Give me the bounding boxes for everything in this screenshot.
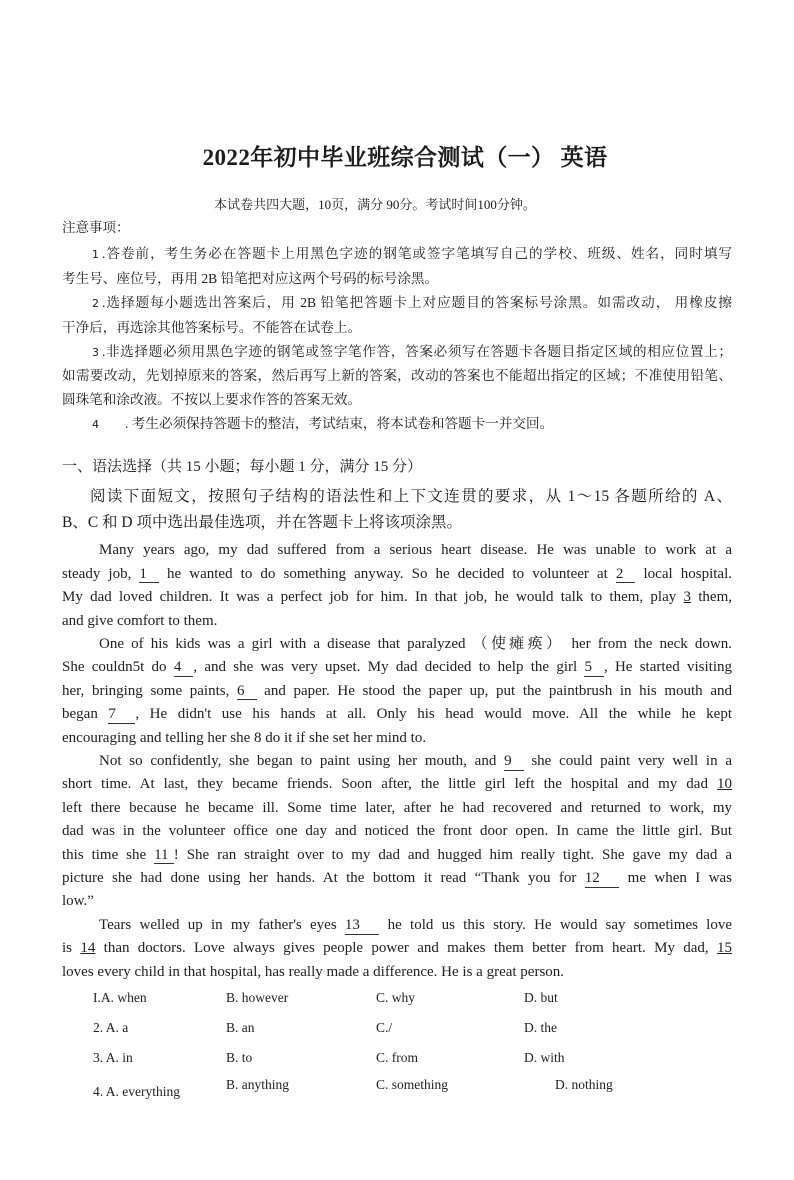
option-cell: D. nothing (555, 1077, 613, 1092)
passage-paragraph (62, 914, 732, 984)
passage-line (62, 914, 732, 937)
note-item-2 (62, 291, 732, 339)
note-line: 圆珠笔和涂改液。不按以上要求作答的答案无效。 (62, 391, 362, 407)
passage-text: this time she (62, 846, 155, 863)
note-line: 如需要改动，先划掉原来的答案，然后再写上新的答案，改动的答案也不能超出指定的区域；不准使用铅笔、 (62, 368, 732, 384)
blank-number: 1 (139, 567, 159, 584)
passage-text: She couldn5t do (62, 659, 174, 676)
passage-text: One of his kids was a girl with a disease that paralyzed （使瘫痪） her from the neck down. (99, 635, 732, 652)
exam-title: 2022年初中毕业班综合测试（一） 英语 (202, 145, 608, 170)
passage-line (62, 937, 732, 960)
section-instruction (62, 484, 732, 536)
note-text: .非选择题必须用黑色字迹的钢笔或签字笔作答，答案必须写在答题卡各题目指定区域的相应位置上； (102, 343, 732, 359)
option-cell: 2. A. a (93, 1020, 129, 1035)
blank-number: 13 (345, 918, 380, 935)
blank-number: 6 (237, 684, 257, 701)
option-cell: C. from (376, 1050, 418, 1065)
blank-number: 2 (616, 567, 636, 584)
option-cell: B. however (226, 990, 289, 1005)
blank-number: 14 (80, 940, 96, 957)
passage-line (62, 656, 732, 679)
note-text: . 考生必须保持答题卡的整洁，考试结束，将本试卷和答题卡一并交回。 (125, 416, 554, 432)
option-cell: B. an (226, 1020, 255, 1035)
option-cell: I.A. when (93, 990, 147, 1005)
passage-line (62, 727, 732, 750)
passage-text: loves every child in that hospital, has really made a difference. He is a great person. (62, 963, 565, 980)
passage-paragraph (62, 750, 732, 914)
note-item-3 (62, 340, 732, 411)
passage-text: dad was in the volunteer office one day and noticed the front door open. In came the little girl. But (62, 823, 732, 840)
passage-text: than doctors. Love always gives people power and makes them better from heart. My dad, (95, 940, 717, 957)
note-item-1 (62, 242, 732, 290)
option-row (0, 1043, 794, 1073)
blank-number: 3 (683, 589, 691, 606)
option-row (0, 1013, 794, 1043)
passage-text: and paper. He stood the paper up, put the paintbrush in his mouth and (256, 682, 732, 699)
passage-line (62, 563, 732, 586)
passage-text: Tears welled up in my father's eyes (99, 916, 345, 933)
passage-text: began (62, 706, 109, 723)
option-cell: C. something (376, 1077, 449, 1092)
note-number: 1 (92, 248, 99, 262)
note-line (62, 291, 732, 315)
passage-text: short time. At last, they became friends. Soon after, the little girl left the hospital and my dad (62, 776, 717, 793)
passage-paragraph (62, 539, 732, 633)
passage-text: steady job, (62, 565, 140, 582)
answer-options (0, 983, 794, 1103)
blank-number: 15 (717, 940, 732, 957)
option-cell: D. with (524, 1050, 565, 1065)
passage-text: Many years ago, my dad suffered from a serious heart disease. He was unable to work at a (99, 542, 732, 559)
option-cell: B. to (226, 1050, 253, 1065)
passage-line (62, 633, 732, 656)
blank-number: 12 (585, 871, 620, 888)
note-item-4 (62, 412, 732, 436)
blank-number: 5 (584, 660, 604, 677)
passage-text: she could paint very well in a (523, 752, 732, 769)
passage-text: picture she had done using her hands. At the bottom it read “Thank you for (62, 869, 585, 886)
option-row (0, 983, 794, 1013)
passage-line (62, 797, 732, 820)
passage-line (62, 750, 732, 773)
passage-line (62, 610, 732, 633)
passage-line (62, 820, 732, 843)
passage-text: he told us this story. He would say sometimes love (379, 916, 733, 933)
notes-heading: 注意事项： (62, 220, 130, 235)
instruction-line: B、C 和 D 项中选出最佳选项，并在答题卡上将该项涂黑。 (62, 514, 462, 531)
passage-line (62, 703, 732, 726)
passage-text: , and she was very upset. My dad decided to help the girl (193, 659, 585, 676)
passage-line (62, 680, 732, 703)
blank-number: 11 (154, 848, 174, 865)
note-number: 2 (92, 297, 99, 311)
blank-number: 7 (108, 707, 135, 724)
passage-line (62, 867, 732, 890)
passage-text: her, bringing some paints, (62, 682, 238, 699)
passage-text: ! She ran straight over to my dad and hugged him really tight. She gave my dad a (173, 846, 732, 863)
option-cell: D. but (524, 990, 558, 1005)
passage-line (62, 539, 732, 562)
passage-line (62, 890, 732, 913)
note-text: .选择题每小题选出答案后，用 2B 铅笔把答题卡上对应题目的答案标号涂黑。如需改动， 用橡皮擦 (102, 295, 732, 311)
note-line: 干净后，再选涂其他答案标号。不能答在试卷上。 (62, 319, 362, 335)
option-cell: C./ (376, 1020, 393, 1035)
blank-number: 4 (174, 660, 194, 677)
note-text: .答卷前，考生务必在答题卡上用黑色字迹的钢笔或签字笔填写自己的学校、班级、姓名，同时填写 (102, 246, 732, 262)
passage (62, 539, 732, 984)
passage-line (62, 773, 732, 796)
passage-text: local hospital. (635, 565, 732, 582)
option-cell: D. the (524, 1020, 557, 1035)
passage-text: is (62, 940, 81, 957)
passage-text: , He didn't use his hands at all. Only his head would move. All the while he kept (135, 706, 732, 723)
blank-number: 10 (717, 776, 732, 793)
notes-list (62, 242, 732, 436)
passage-text: me when I was (619, 869, 732, 886)
passage-text: left there because he became ill. Some time later, after he had recovered and returned to work, my (62, 799, 732, 816)
passage-line (62, 961, 732, 984)
note-line (62, 412, 732, 436)
passage-text: and give comfort to them. (62, 612, 218, 629)
note-line: 考生号、座位号，再用 2B 铅笔把对应这两个号码的标号涂黑。 (62, 270, 439, 286)
passage-text: low.” (62, 893, 94, 910)
passage-text: he wanted to do something anyway. So he decided to volunteer at (158, 565, 616, 582)
passage-text: , He started visiting (603, 659, 732, 676)
passage-text: Not so confidently, she began to paint using her mouth, and (99, 752, 505, 769)
option-row (0, 1073, 794, 1103)
option-cell: C. why (376, 990, 416, 1005)
section-heading: 一、语法选择（共 15 小题；每小题 1 分，满分 15 分） (62, 459, 423, 475)
note-number: 4 (92, 418, 99, 432)
passage-text: them, (691, 589, 732, 606)
note-line (62, 340, 732, 364)
option-cell: 4. A. everything (93, 1084, 180, 1099)
passage-paragraph (62, 633, 732, 750)
passage-line (62, 586, 732, 609)
passage-line (62, 844, 732, 867)
note-number: 3 (92, 345, 99, 359)
exam-subtitle: 本试卷共四大题，10页，满分 90分。考试时间100分钟。 (214, 197, 536, 212)
option-cell: 3. A. in (93, 1050, 133, 1065)
note-line (62, 242, 732, 266)
instruction-line: 阅读下面短文，按照句子结构的语法性和上下文连贯的要求，从 1～15 各题所给的 A、 (90, 488, 732, 505)
option-cell: B. anything (226, 1077, 289, 1092)
blank-number: 9 (504, 754, 524, 771)
passage-text: My dad loved children. It was a perfect job for him. In that job, he would talk to them, play (62, 589, 684, 606)
passage-text: encouraging and telling her she 8 do it if she set her mind to. (62, 729, 427, 746)
